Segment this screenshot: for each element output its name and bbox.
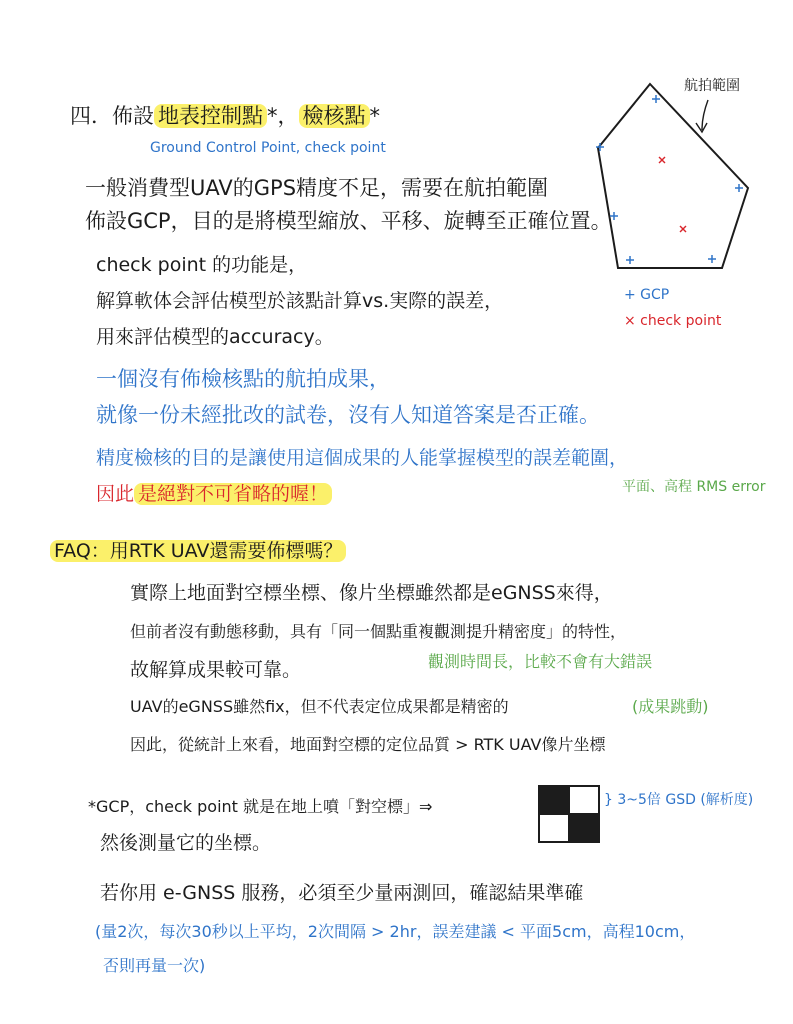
gcp-markers (590, 78, 770, 278)
faq-answer-line1: 實際上地面對空標坐標、像片坐標雖然都是eGNSS來得， (130, 582, 613, 604)
egnss-line1: 若你用 e-GNSS 服務，必須至少量兩測回，確認結果準確 (100, 882, 584, 904)
section-number: 四．佈設 (70, 104, 154, 128)
legend-check-point: × check point (624, 313, 722, 329)
gcp-marker (596, 143, 604, 151)
para2-line1: check point 的功能是， (96, 254, 308, 276)
gcp-marker (708, 255, 716, 263)
egnss-line2: (量2次，每次30秒以上平均，2次間隔 > 2hr，誤差建議 < 平面5cm，高程10cm， (95, 922, 696, 941)
rms-error-note: 平面、高程 RMS error (622, 479, 766, 495)
gcp-marker (626, 256, 634, 264)
egnss-line3: 否則再量一次) (103, 956, 206, 975)
blue-line2: 就像一份未經批改的試卷，沒有人知道答案是否正確。 (96, 403, 600, 427)
red-line-emphasis: 是絕對不可省略的喔！ (134, 483, 332, 505)
check-point-marker (680, 226, 686, 232)
faq-answer-line5: 因此，從統計上來看，地面對空標的定位品質 > RTK UAV像片坐標 (130, 735, 606, 754)
blue-line1: 一個沒有佈檢核點的航拍成果， (96, 367, 390, 391)
gcp-marker (652, 95, 660, 103)
title-separator: *， (267, 104, 299, 128)
legend-gcp: + GCP (624, 287, 670, 303)
title-term-gcp: 地表控制點 (154, 104, 267, 128)
check-point-marker (659, 157, 665, 163)
red-line (96, 483, 332, 506)
faq-question: FAQ：用RTK UAV還需要佈標嗎？ (50, 540, 346, 563)
target-size-note: } 3~5倍 GSD (解析度) (604, 792, 754, 808)
gcp-note-line1: *GCP，check point 就是在地上噴「對空標」⇒ (88, 797, 433, 816)
red-line-prefix: 因此 (96, 483, 135, 505)
subtitle: Ground Control Point, check point (150, 140, 386, 156)
faq-jump-note: (成果跳動) (632, 697, 709, 716)
para2-line3: 用來評估模型的accuracy。 (96, 326, 334, 348)
title-star: * (369, 104, 380, 128)
faq-answer-line2: 但前者沒有動態移動，具有「同一個點重複觀測提升精密度」的特性， (130, 622, 627, 641)
section-title (70, 104, 380, 129)
title-term-checkpoint: 檢核點 (299, 104, 370, 128)
gcp-marker (735, 184, 743, 192)
aerial-target-icon (538, 785, 600, 843)
gcp-note-line2: 然後測量它的坐標。 (100, 832, 272, 854)
para1-line1: 一般消費型UAV的GPS精度不足，需要在航拍範圍 (85, 176, 549, 200)
diagram-label: 航拍範圍 (684, 78, 740, 94)
gcp-marker (610, 212, 618, 220)
faq-answer-line4: UAV的eGNSS雖然fix，但不代表定位成果都是精密的 (130, 697, 509, 716)
blue-line3: 精度檢核的目的是讓使用這個成果的人能掌握模型的誤差範圍， (96, 447, 629, 469)
para2-line2: 解算軟体会評估模型於該點計算vs.実際的誤差， (96, 290, 504, 312)
faq-green-note: 觀測時間長，比較不會有大錯誤 (428, 652, 653, 671)
para1-line2: 佈設GCP，目的是將模型縮放、平移、旋轉至正確位置。 (85, 209, 612, 233)
faq-answer-line3: 故解算成果較可靠。 (130, 659, 302, 681)
